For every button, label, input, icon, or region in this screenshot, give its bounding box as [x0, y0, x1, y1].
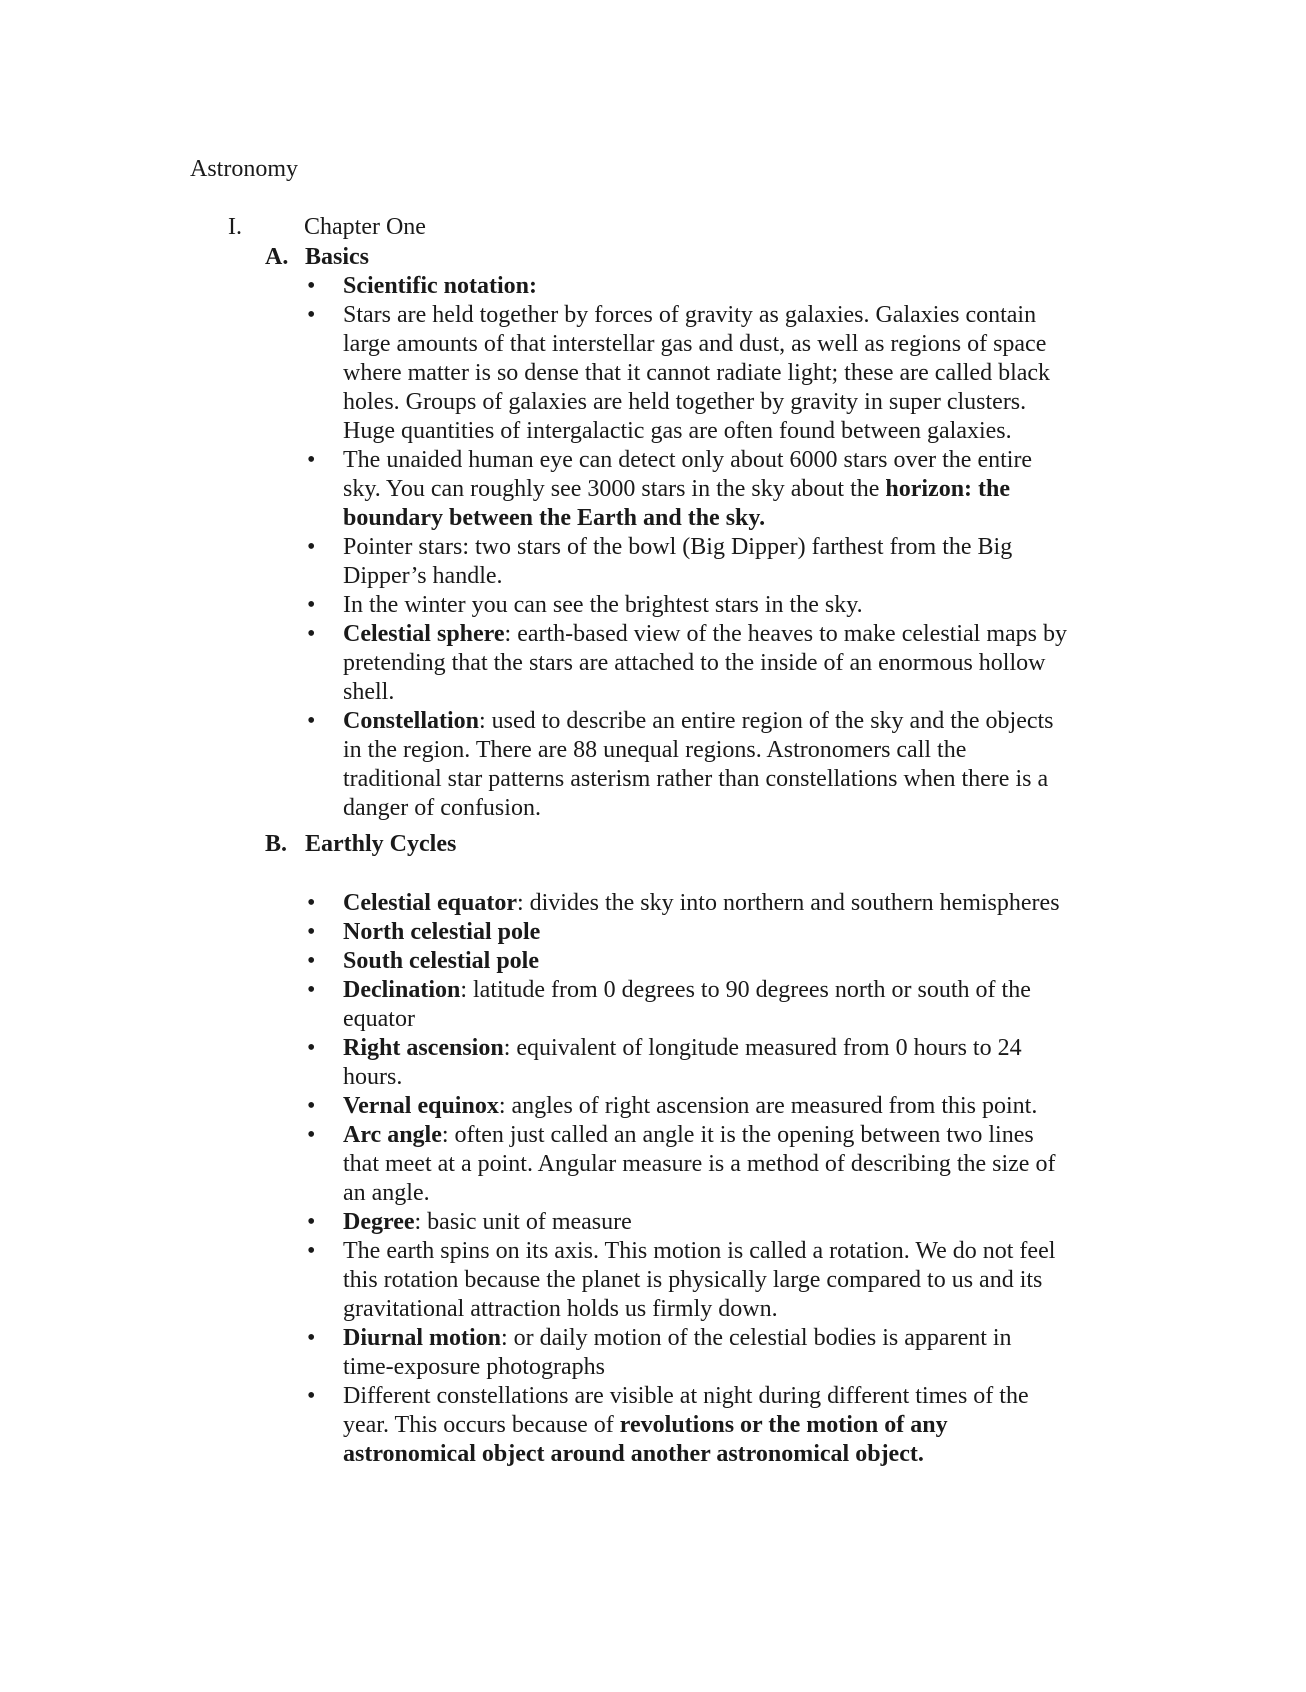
list-item [307, 272, 1067, 301]
item-text: : angles of right ascension are measured from this point. [498, 1093, 1038, 1119]
list-item [307, 446, 1067, 533]
bullet-icon: • [307, 977, 316, 1003]
term: South celestial pole [343, 948, 539, 974]
item-text: The unaided human eye can detect only about 6000 stars over the entire sky. You can roughly see 3000 stars in the sky about the [343, 447, 1033, 502]
term: North celestial pole [343, 919, 541, 945]
item-text: : equivalent of longitude measured from 0 hours to 24 hours. [343, 1035, 1022, 1090]
list-item [307, 1237, 1067, 1324]
item-text: The earth spins on its axis. This motion is called a rotation. We do not feel this rotation because the planet is physically large compared to us and its gravitational attraction holds us firmly down. [343, 1238, 1056, 1322]
section-letter: A. [265, 244, 289, 270]
list-item [307, 1092, 1067, 1121]
bullet-icon: • [307, 708, 316, 734]
list-item [307, 301, 1067, 446]
term: Scientific notation: [343, 273, 537, 299]
bullet-icon: • [307, 534, 316, 560]
section-heading [265, 242, 1165, 272]
section-basics [265, 242, 1165, 823]
item-text: : used to describe an entire region of the sky and the objects in the region. There are 88 unequal regions. Astronomers call the traditional star patterns asterism rather than constellations when there is a danger of confusion. [343, 708, 1054, 821]
list-item [307, 533, 1067, 591]
bullet-icon: • [307, 890, 316, 916]
item-text: : latitude from 0 degrees to 90 degrees north or south of the equator [343, 977, 1031, 1032]
list-item [307, 889, 1067, 918]
bullet-icon: • [307, 1383, 316, 1409]
bullet-icon: • [307, 1122, 316, 1148]
section-title: Basics [305, 244, 370, 270]
list-item [307, 591, 1067, 620]
bullet-icon: • [307, 919, 316, 945]
list-item [307, 976, 1067, 1034]
bullet-icon: • [307, 302, 316, 328]
item-text: : often just called an angle it is the opening between two lines that meet at a point. Angular measure is a method of describing the size of an angle. [343, 1122, 1056, 1206]
term: Declination [343, 977, 461, 1003]
list-item [307, 947, 1067, 976]
list-item [307, 1324, 1067, 1382]
item-text: : divides the sky into northern and southern hemispheres [516, 890, 1060, 916]
bullet-icon: • [307, 447, 316, 473]
term: Celestial equator [343, 890, 517, 916]
item-text: Pointer stars: two stars of the bowl (Big Dipper) farthest from the Big Dipper’s handle. [343, 534, 1013, 589]
document-title: Astronomy [190, 156, 298, 182]
bullet-icon: • [307, 592, 316, 618]
term: Vernal equinox [343, 1093, 499, 1119]
chapter-numeral: I. [228, 214, 242, 240]
item-text: Stars are held together by forces of gravity as galaxies. Galaxies contain large amounts of that interstellar gas and dust, as well as regions of space where matter is so dense that it cannot radiate light; these are called black holes. Groups of galaxies are held together by gravity in super clusters. Huge quantities of intergalactic gas are often found between galaxies. [343, 302, 1051, 444]
list-item [307, 1208, 1067, 1237]
bullet-icon: • [307, 1325, 316, 1351]
bullet-icon: • [307, 621, 316, 647]
item-text: In the winter you can see the brightest stars in the sky. [343, 592, 863, 618]
bullet-icon: • [307, 273, 316, 299]
emphasis-text: revolutions or the motion of any astronomical object around another astronomical object. [343, 1412, 948, 1467]
bullet-icon: • [307, 1238, 316, 1264]
section-title: Earthly Cycles [305, 831, 457, 857]
bullet-icon: • [307, 1035, 316, 1061]
item-text: : or daily motion of the celestial bodies is apparent in time-exposure photographs [343, 1325, 1012, 1380]
bullet-list [307, 889, 1067, 1469]
term: Diurnal motion [343, 1325, 502, 1351]
list-item [307, 918, 1067, 947]
bullet-list [307, 272, 1067, 823]
section-letter: B. [265, 831, 288, 857]
item-text: Different constellations are visible at night during different times of the year. This occurs because of [343, 1383, 1029, 1438]
term: Constellation [343, 708, 480, 734]
bullet-icon: • [307, 1209, 316, 1235]
list-item [307, 707, 1067, 823]
term: Right ascension [343, 1035, 504, 1061]
section-heading [265, 829, 1165, 859]
list-item [307, 1034, 1067, 1092]
term: Arc angle [343, 1122, 442, 1148]
list-item [307, 620, 1067, 707]
list-item [307, 1382, 1067, 1469]
section-earthly-cycles [265, 829, 1165, 1469]
item-text: : earth-based view of the heaves to make celestial maps by pretending that the stars are attached to the inside of an enormous hollow shell. [343, 621, 1067, 705]
emphasis-text: horizon: the boundary between the Earth and the sky. [343, 476, 1011, 531]
list-item [307, 1121, 1067, 1208]
bullet-icon: • [307, 1093, 316, 1119]
chapter-title: Chapter One [304, 214, 426, 240]
bullet-icon: • [307, 948, 316, 974]
item-text: : basic unit of measure [414, 1209, 632, 1235]
term: Degree [343, 1209, 415, 1235]
term: Celestial sphere [343, 621, 505, 647]
